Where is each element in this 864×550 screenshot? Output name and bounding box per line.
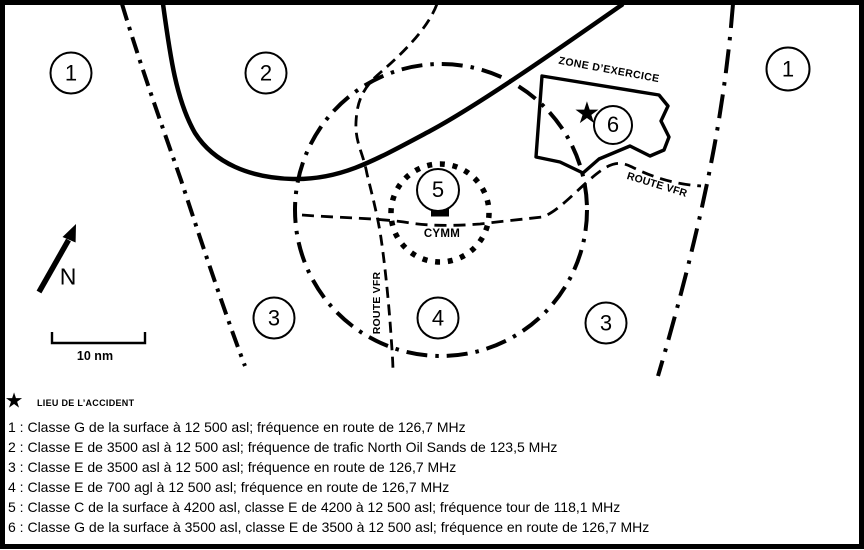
vfr-route-east-west [302,163,701,225]
zone-marker-label: 5 [431,177,445,202]
vfr-route-label-west: ROUTE VFR [371,271,383,335]
zone-marker-label: 3 [267,305,281,330]
legend-item-4: 4 : Classe E de 700 agl à 12 500 asl; fréquence en route de 126,7 MHz [8,479,450,496]
airport-code-label: CYMM [423,228,461,240]
zone-marker-label: 2 [259,60,273,85]
scale-bar [52,332,145,343]
zone-marker-3-east [585,302,628,345]
legend-item-1: 1 : Classe G de la surface à 12 500 asl; fréquence en route de 126,7 MHz [8,419,466,435]
accident-star-icon: ★ [573,96,601,130]
zone-marker-4 [417,297,460,340]
north-oil-sands-boundary [163,4,623,179]
vfr-route-label-east: ROUTE VFR [625,170,689,200]
zone-marker-label: 1 [781,56,795,81]
airspace-boundary-west [122,4,245,366]
legend-accident-label: LIEU DE L’ACCIDENT [37,398,135,408]
zone-marker-label: 3 [599,310,613,335]
zone-marker-5 [416,168,460,212]
zone-marker-label: 1 [64,60,78,85]
legend-item-6: 6 : Classe G de la surface à 3500 asl, classe E de 3500 à 12 500 asl; fréquence en route de 126,7 MHz [8,519,650,536]
zone-marker-3-west [253,297,296,340]
legend-item-2: 2 : Classe E de 3500 asl à 12 500 asl; fréquence de trafic North Oil Sands de 123,5 MHz [8,439,558,456]
zone-marker-label: 6 [606,112,620,137]
legend-item-5: 5 : Classe C de la surface à 4200 asl, classe E de 4200 à 12 500 asl; fréquence tour de 118,1 MHz [8,499,621,516]
zone-marker-2 [245,52,288,95]
legend-items [8,417,649,538]
zone-marker-label: 4 [431,305,445,330]
scale-label: 10 nm [76,349,114,363]
zone-marker-1-east [766,47,811,92]
north-label: N [59,263,77,290]
legend-star-icon: ★ [4,389,24,413]
exercise-zone-label: ZONE D’EXERCICE [557,54,661,86]
zone-marker-1-west [50,52,93,95]
legend-item-3: 3 : Classe E de 3500 asl à 12 500 asl; fréquence en route de 126,7 MHz [8,459,457,476]
